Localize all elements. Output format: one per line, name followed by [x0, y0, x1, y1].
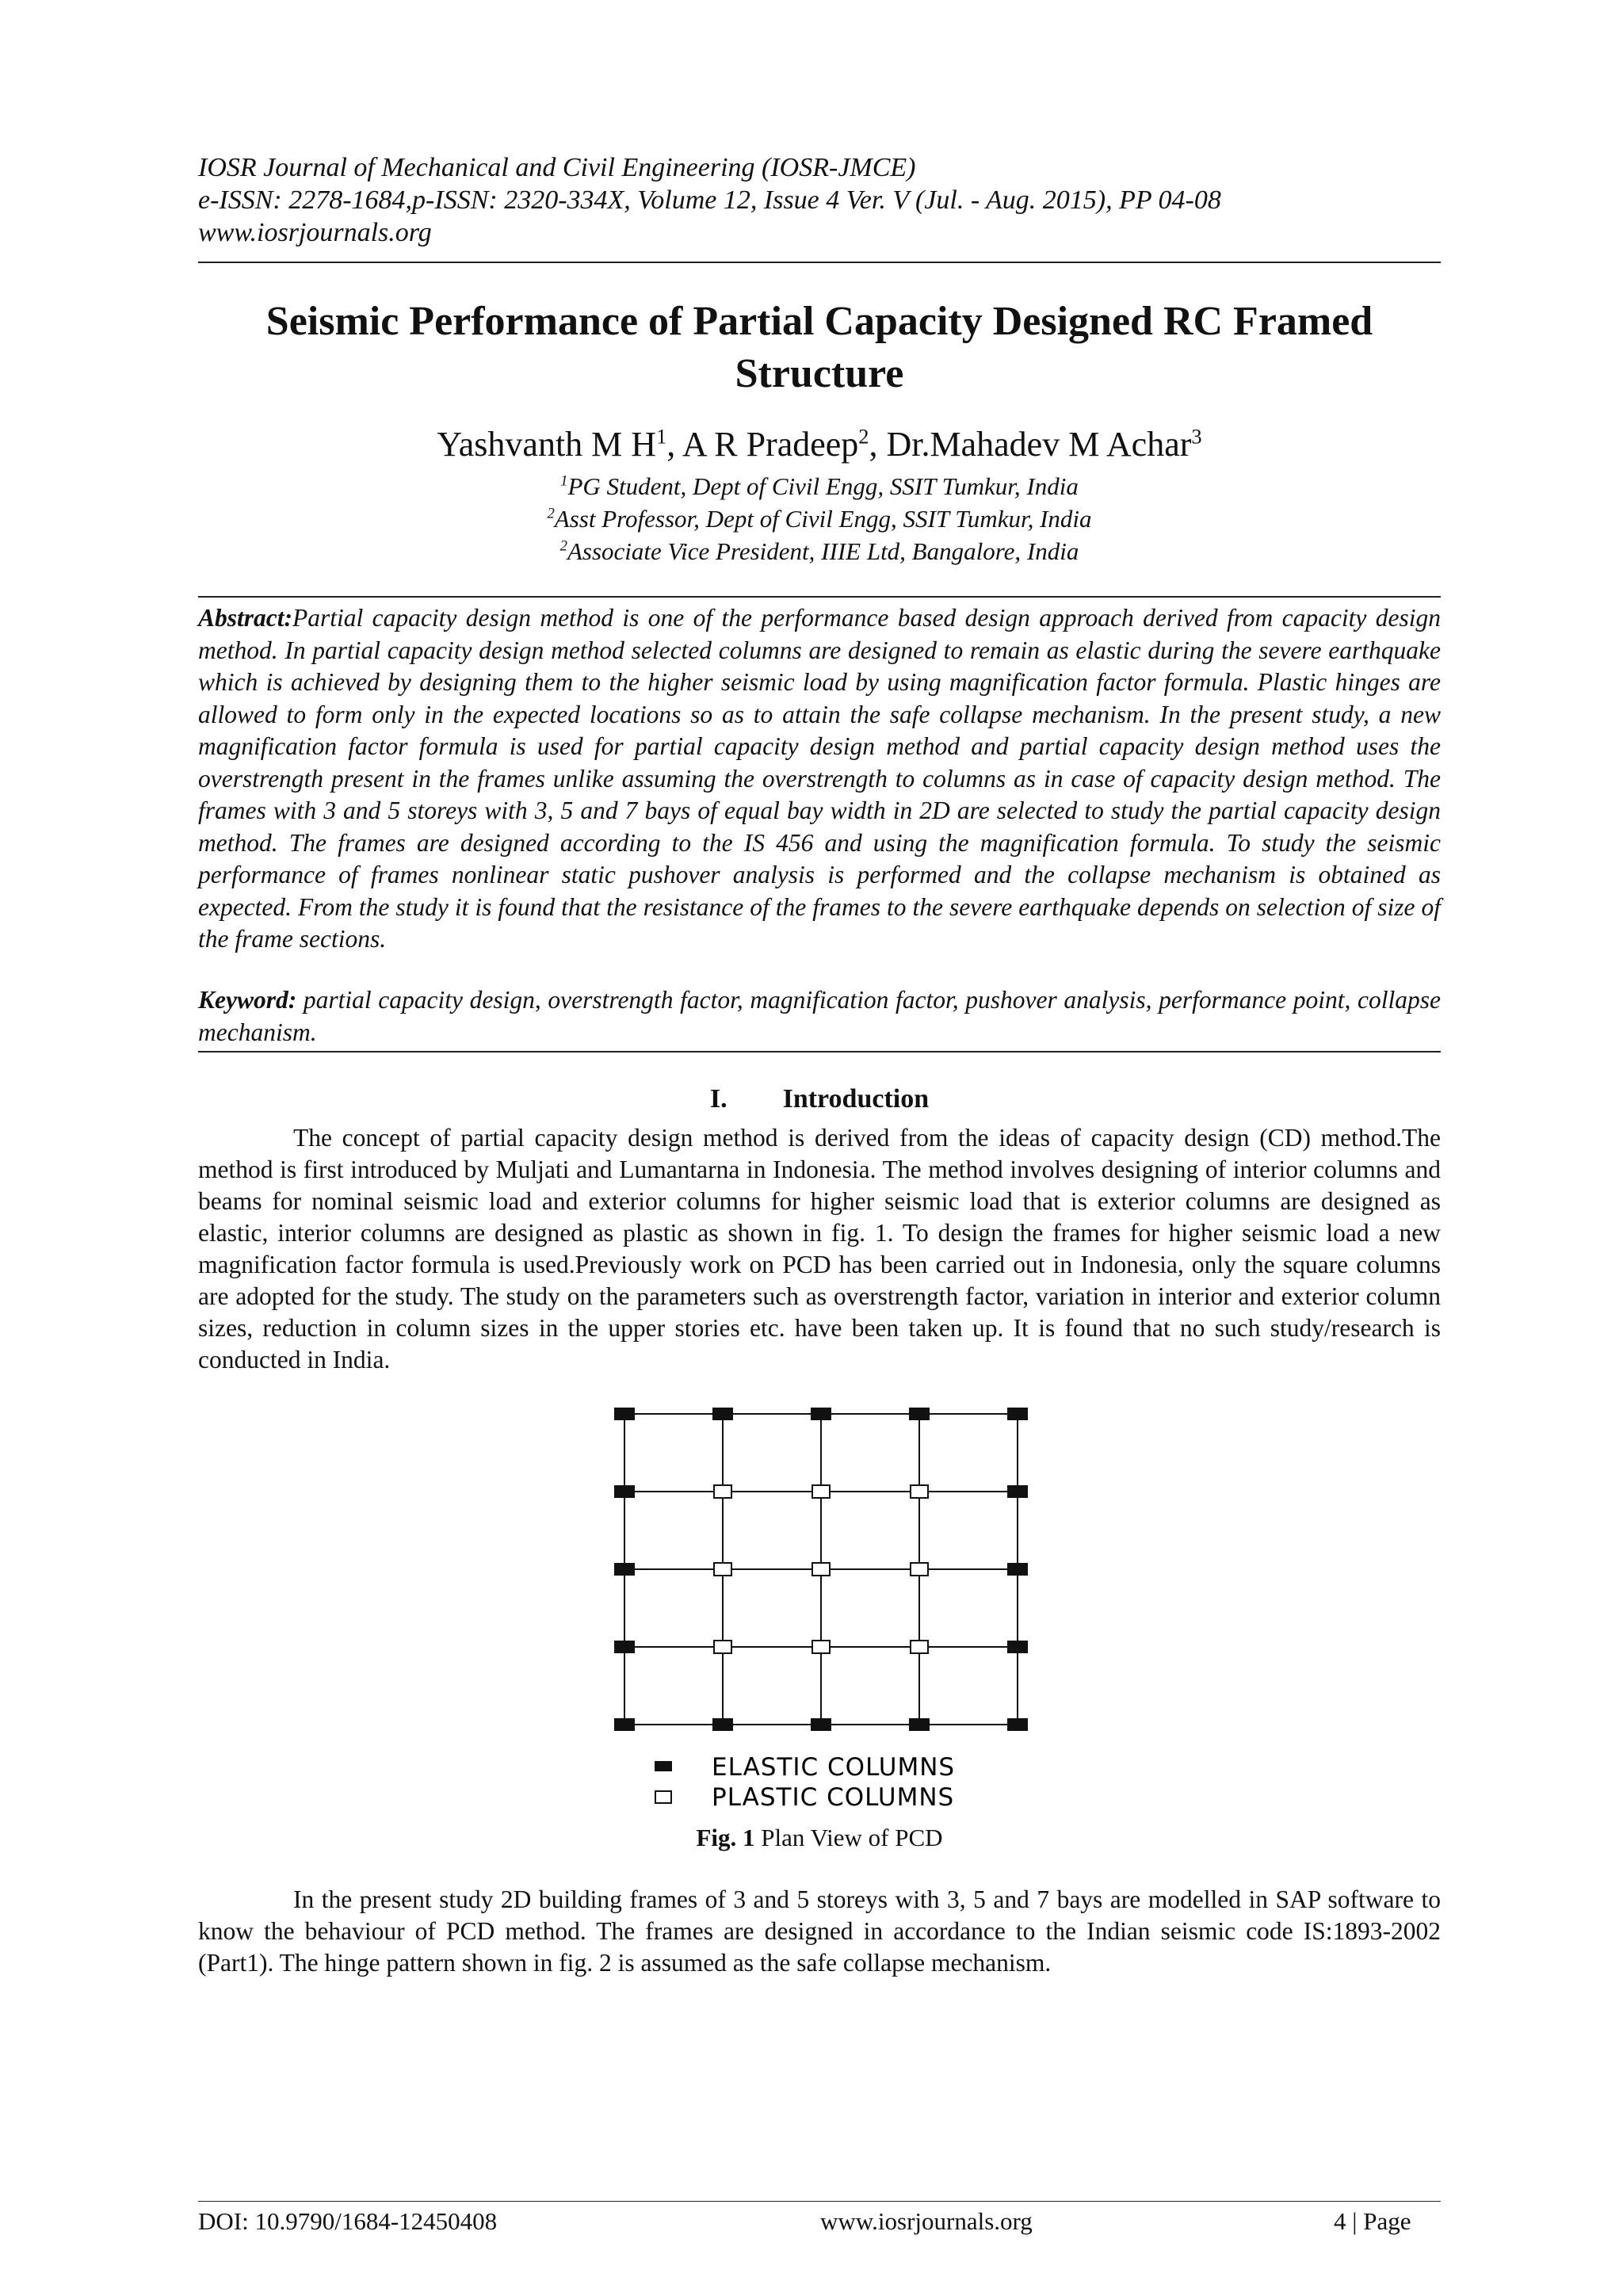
author-list — [198, 424, 1441, 464]
elastic-column-marker — [909, 1718, 930, 1731]
elastic-column-marker — [1007, 1641, 1028, 1653]
affiliation-text: PG Student, Dept of Civil Engg, SSIT Tumkur, India — [567, 472, 1079, 500]
header-rule — [198, 262, 1441, 263]
intro-paragraph — [198, 1122, 1441, 1376]
footer-website: www.iosrjournals.org — [820, 2207, 1033, 2235]
plastic-column-marker — [911, 1485, 928, 1498]
affiliation-text: Associate Vice President, IIIE Ltd, Bangalore, India — [567, 537, 1079, 565]
elastic-column-marker — [1007, 1408, 1028, 1420]
affiliation-sup: 2 — [559, 537, 567, 555]
legend-plastic-marker — [655, 1791, 671, 1803]
figure-1-plan-view — [602, 1403, 1030, 1815]
affiliation-3 — [198, 535, 1441, 567]
plastic-column-marker — [714, 1641, 731, 1653]
abstract-top-rule — [198, 596, 1441, 598]
keyword-label: Keyword: — [198, 986, 297, 1014]
elastic-column-marker — [614, 1485, 635, 1498]
abstract-label: Abstract: — [198, 604, 293, 632]
abstract-text: Partial capacity design method is one of the performance based design approach derived from capacity design method. In partial capacity design method selected columns are designed to remain as elastic during the severe earthquake which is achieved by designing them to the higher seismic load by using magnification factor formula. Plastic hinges are allowed to form only in the expected locations so as to attain the safe collapse mechanism. In the present study, a new magnification factor formula is used for partial capacity design method and partial capacity design method uses the overstrength present in the frames unlike assuming the overstrength to columns as in case of capacity design method. The frames with 3 and 5 storeys with 3, 5 and 7 bays of equal bay width in 2D are selected to study the partial capacity design method. The frames are designed according to the IS 456 and using the magnification formula. To study the seismic performance of frames nonlinear static pushover analysis is performed and the collapse mechanism is obtained as expected. From the study it is found that the resistance of the frames to the severe earthquake depends on selection of size of the frame sections. — [198, 604, 1441, 953]
plastic-column-marker — [714, 1485, 731, 1498]
author-name: Yashvanth M H — [437, 425, 657, 464]
section-number: I. — [709, 1084, 727, 1114]
legend-plastic-label: PLASTIC COLUMNS — [712, 1783, 955, 1812]
elastic-column-marker — [712, 1408, 733, 1420]
intro-paragraph-text: The concept of partial capacity design method is derived from the ideas of capacity design (CD) method.The method is first introduced by Muljati and Lumantarna in Indonesia. The method involves designing of interior columns and beams for nominal seismic load and exterior columns for higher seismic load that is exterior columns are designed as elastic, interior columns are designed as plastic as shown in fig. 1. To design the frames for higher seismic load a new magnification factor formula is used.Previously work on PCD has been carried out in Indonesia, only the square columns are adopted for the study. The study on the parameters such as overstrength factor, variation in interior and exterior column sizes, reduction in column sizes in the upper stories etc. have been taken up. It is found that no such study/research is conducted in India. — [198, 1124, 1441, 1373]
affiliation-1 — [198, 470, 1441, 502]
figure-caption-text: Plan View of PCD — [754, 1824, 943, 1851]
plastic-column-marker — [812, 1641, 830, 1653]
elastic-column-marker — [614, 1563, 635, 1576]
keywords — [198, 984, 1441, 1049]
abstract-bottom-rule — [198, 1051, 1441, 1052]
affiliation-sup: 2 — [547, 505, 555, 522]
plastic-column-marker — [812, 1485, 830, 1498]
author-sep: , — [869, 425, 887, 464]
figure-caption — [198, 1824, 1441, 1852]
study-paragraph — [198, 1884, 1441, 1979]
elastic-column-marker — [811, 1408, 831, 1420]
study-paragraph-text: In the present study 2D building frames of 3 and 5 storeys with 3, 5 and 7 bays are modelled in SAP software to know the behaviour of PCD method. The frames are designed in accordance to the Indian seismic code IS:1893-2002 (Part1). The hinge pattern shown in fig. 2 is assumed as the safe collapse mechanism. — [198, 1885, 1441, 1977]
elastic-column-marker — [614, 1718, 635, 1731]
journal-website: www.iosrjournals.org — [198, 218, 432, 247]
plastic-column-marker — [812, 1563, 830, 1576]
keyword-text: partial capacity design, overstrength factor, magnification factor, pushover analysis, performance point, collapse mechanism. — [198, 986, 1441, 1046]
elastic-column-marker — [614, 1641, 635, 1653]
legend-elastic-label: ELASTIC COLUMNS — [712, 1753, 956, 1782]
elastic-column-marker — [811, 1718, 831, 1731]
author-name: Dr.Mahadev M Achar — [886, 425, 1192, 464]
author-sup: 3 — [1191, 424, 1202, 449]
paper-title-line-1: Seismic Performance of Partial Capacity Designed RC Framed — [265, 299, 1373, 344]
section-title: Introduction — [782, 1084, 930, 1114]
elastic-column-marker — [1007, 1563, 1028, 1576]
affiliation-sup: 1 — [560, 472, 568, 490]
elastic-column-marker — [1007, 1485, 1028, 1498]
plastic-column-marker — [714, 1563, 731, 1576]
elastic-column-marker — [909, 1408, 930, 1420]
legend-elastic-marker — [655, 1761, 672, 1771]
abstract — [198, 602, 1441, 956]
plastic-column-marker — [911, 1563, 928, 1576]
footer-rule — [198, 2201, 1441, 2202]
section-heading — [198, 1084, 1441, 1114]
elastic-column-marker — [614, 1408, 635, 1420]
journal-name: IOSR Journal of Mechanical and Civil Engineering (IOSR-JMCE) — [198, 153, 916, 182]
elastic-column-marker — [712, 1718, 733, 1731]
author-sup: 2 — [858, 424, 869, 449]
author-sep: , — [666, 425, 682, 464]
elastic-column-marker — [1007, 1718, 1028, 1731]
footer-page-number: 4 | Page — [1334, 2207, 1411, 2235]
author-sup: 1 — [656, 424, 667, 449]
paper-title-line-2: Structure — [735, 351, 904, 396]
author-name: A R Pradeep — [682, 425, 859, 464]
figure-caption-label: Fig. 1 — [696, 1824, 755, 1851]
footer-doi: DOI: 10.9790/1684-12450408 — [198, 2207, 498, 2235]
plastic-column-marker — [911, 1641, 928, 1653]
affiliation-text: Asst Professor, Dept of Civil Engg, SSIT Tumkur, India — [554, 505, 1092, 533]
affiliation-2 — [198, 502, 1441, 535]
issn-line: e-ISSN: 2278-1684,p-ISSN: 2320-334X, Volume 12, Issue 4 Ver. V (Jul. - Aug. 2015), PP 04-08 — [198, 185, 1221, 215]
